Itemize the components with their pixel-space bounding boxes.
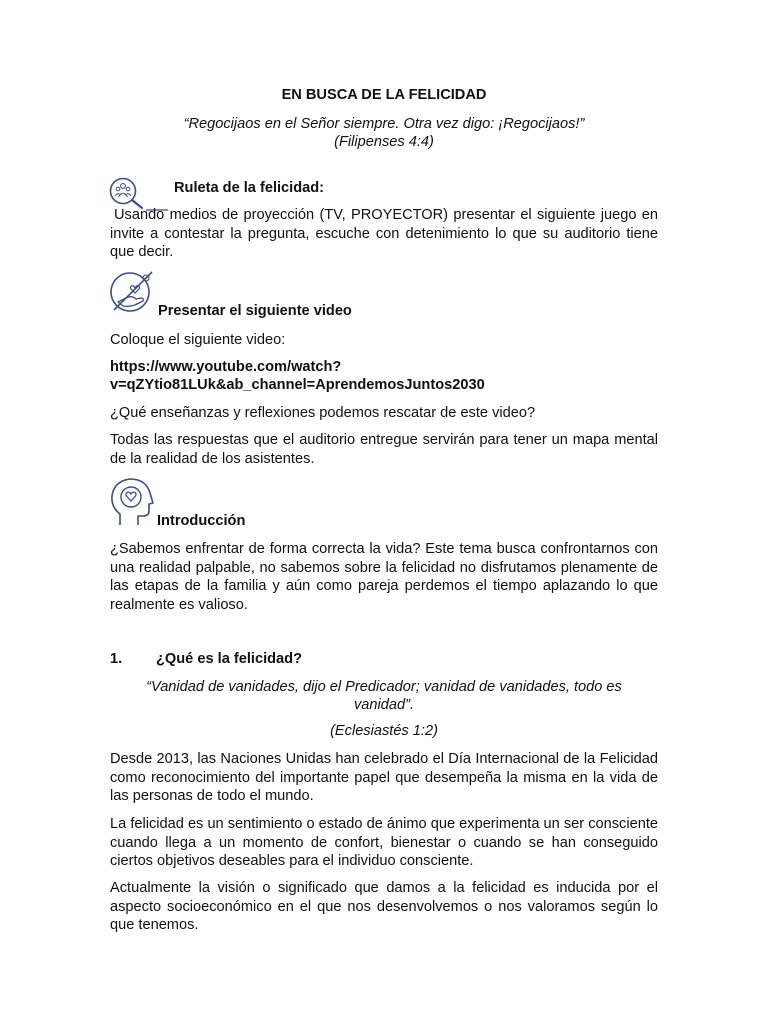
section-1-number: 1. bbox=[110, 651, 123, 667]
section-1-reference: (Eclesiastés 1:2) bbox=[330, 723, 438, 739]
document-title: EN BUSCA DE LA FELICIDAD bbox=[281, 87, 487, 103]
section-1-paragraph-1: Desde 2013, las Naciones Unidas han celebrado el Día Internacional de la Felicidad como reconocimiento del importante papel que desempeña la misma en la vida de las personas de todo el mundo. bbox=[110, 751, 658, 804]
ruleta-heading: Ruleta de la felicidad: bbox=[174, 180, 325, 196]
video-link-line1[interactable]: https://www.youtube.com/watch? bbox=[110, 359, 342, 375]
video-heading: Presentar el siguiente video bbox=[158, 303, 352, 319]
video-link-line2[interactable]: v=qZYtio81LUk&ab_channel=AprendemosJuntos2030 bbox=[110, 377, 485, 393]
epigraph-reference: (Filipenses 4:4) bbox=[334, 134, 434, 150]
video-question: ¿Qué enseñanzas y reflexiones podemos rescatar de este video? bbox=[110, 405, 536, 421]
section-1-paragraph-3: Actualmente la visión o significado que damos a la felicidad es inducida por el aspecto socioeconómico en el que nos desenvolvemos o nos valoramos según lo que tenemos. bbox=[110, 880, 658, 933]
intro-body: ¿Sabemos enfrentar de forma correcta la vida? Este tema busca confrontarnos con una realidad palpable, no sabemos sobre la felicidad no disfrutamos plenamente de las etapas de la familia y aún como pareja perdemos el tiempo aplazando lo que realmente es valioso. bbox=[110, 541, 658, 613]
section-1-heading: ¿Qué es la felicidad? bbox=[156, 651, 302, 667]
section-1-quote-line1: “Vanidad de vanidades, dijo el Predicador; vanidad de vanidades, todo es bbox=[146, 679, 622, 695]
video-intro: Coloque el siguiente video: bbox=[110, 332, 286, 348]
head-heart-icon bbox=[108, 476, 156, 528]
section-1-quote-line2: vanidad”. bbox=[353, 697, 415, 713]
intro-heading: Introducción bbox=[157, 513, 246, 529]
section-1-paragraph-2: La felicidad es un sentimiento o estado de ánimo que experimenta un ser consciente cuando llega a un momento de confort, bienestar o cuando se han conseguido ciertos objetivos deseables para el individuo consciente. bbox=[110, 816, 658, 869]
epigraph-quote: “Regocijaos en el Señor siempre. Otra vez digo: ¡Regocijaos!” bbox=[183, 116, 585, 132]
video-note: Todas las respuestas que el auditorio entregue servirán para tener un mapa mental de la realidad de los asistentes. bbox=[110, 432, 658, 467]
hand-heart-icon bbox=[108, 268, 158, 318]
ruleta-body: Usando medios de proyección (TV, PROYECTOR) presentar el siguiente juego en invite a contestar la pregunta, escuche con detenimiento lo que su auditorio tiene que decir. bbox=[110, 207, 658, 260]
